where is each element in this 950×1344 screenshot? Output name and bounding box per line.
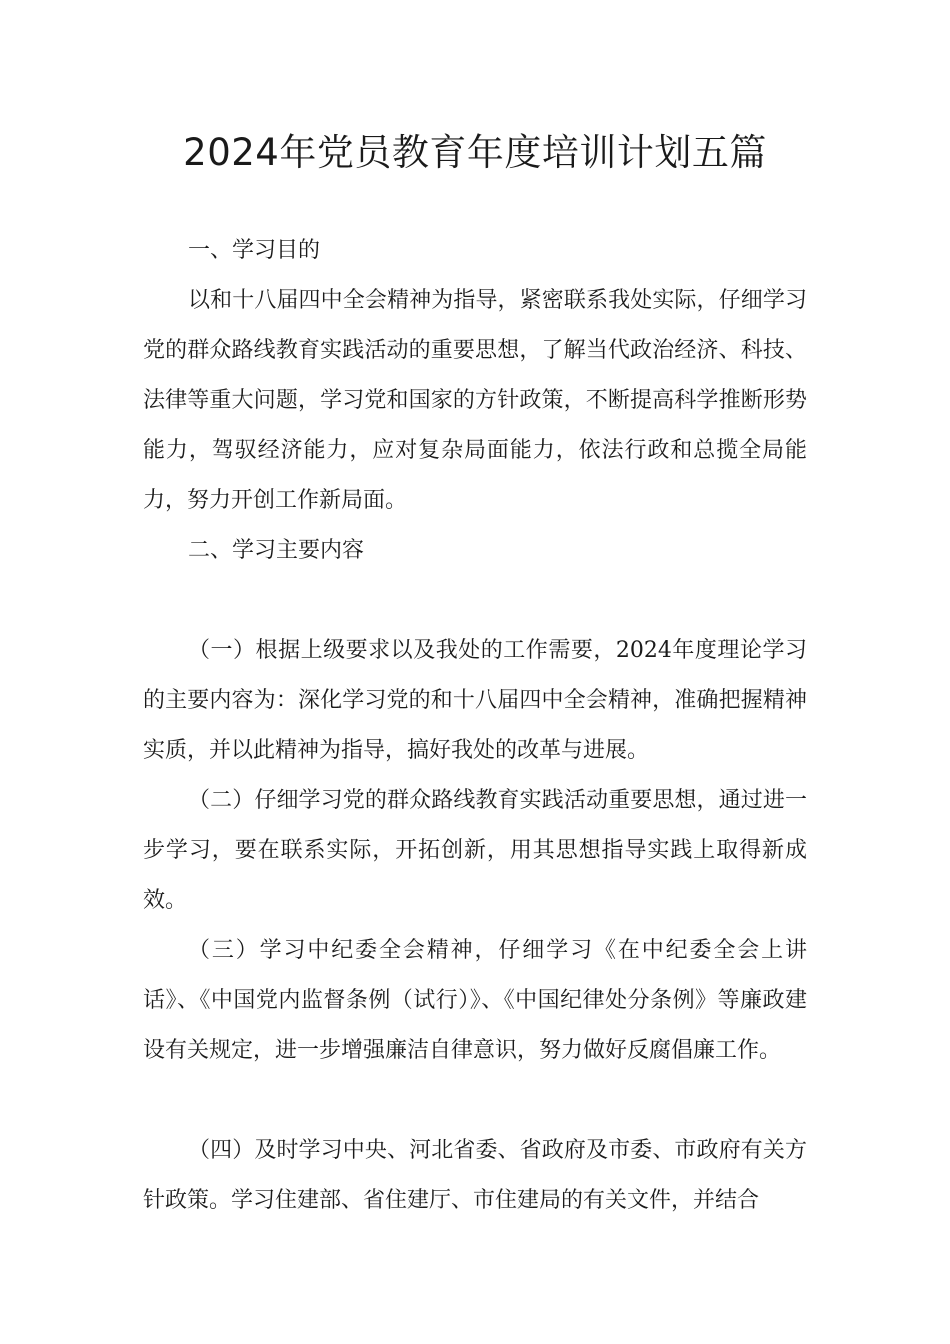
- paragraph-item-2: （二）仔细学习党的群众路线教育实践活动重要思想，通过进一步学习，要在联系实际，开拓创新，用其思想指导实践上取得新成效。: [143, 788, 807, 913]
- section-heading-purpose: 一、学习目的: [188, 238, 321, 263]
- paragraph-item-1: （一）根据上级要求以及我处的工作需要，2024年度理论学习的主要内容为：深化学习党的和十八届四中全会精神，准确把握精神实质，并以此精神为指导，搞好我处的改革与进展。: [143, 638, 807, 763]
- paragraph-item-4: （四）及时学习中央、河北省委、省政府及市委、市政府有关方针政策。学习住建部、省住建厅、市住建局的有关文件，并结合: [143, 1138, 807, 1213]
- paragraph-item-3: （三）学习中纪委全会精神，仔细学习《在中纪委全会上讲话》、《中国党内监督条例（试行）》、《中国纪律处分条例》等廉政建设有关规定，进一步增强廉洁自律意识，努力做好反腐倡廉工作。: [143, 938, 807, 1063]
- paragraph-purpose: 以和十八届四中全会精神为指导，紧密联系我处实际，仔细学习党的群众路线教育实践活动的重要思想，了解当代政治经济、科技、法律等重大问题，学习党和国家的方针政策，不断提高科学推断形势能力，驾驭经济能力，应对复杂局面能力，依法行政和总揽全局能力，努力开创工作新局面。: [143, 288, 807, 513]
- document-title: 2024年党员教育年度培训计划五篇: [183, 131, 767, 174]
- section-heading-content: 二、学习主要内容: [188, 538, 365, 563]
